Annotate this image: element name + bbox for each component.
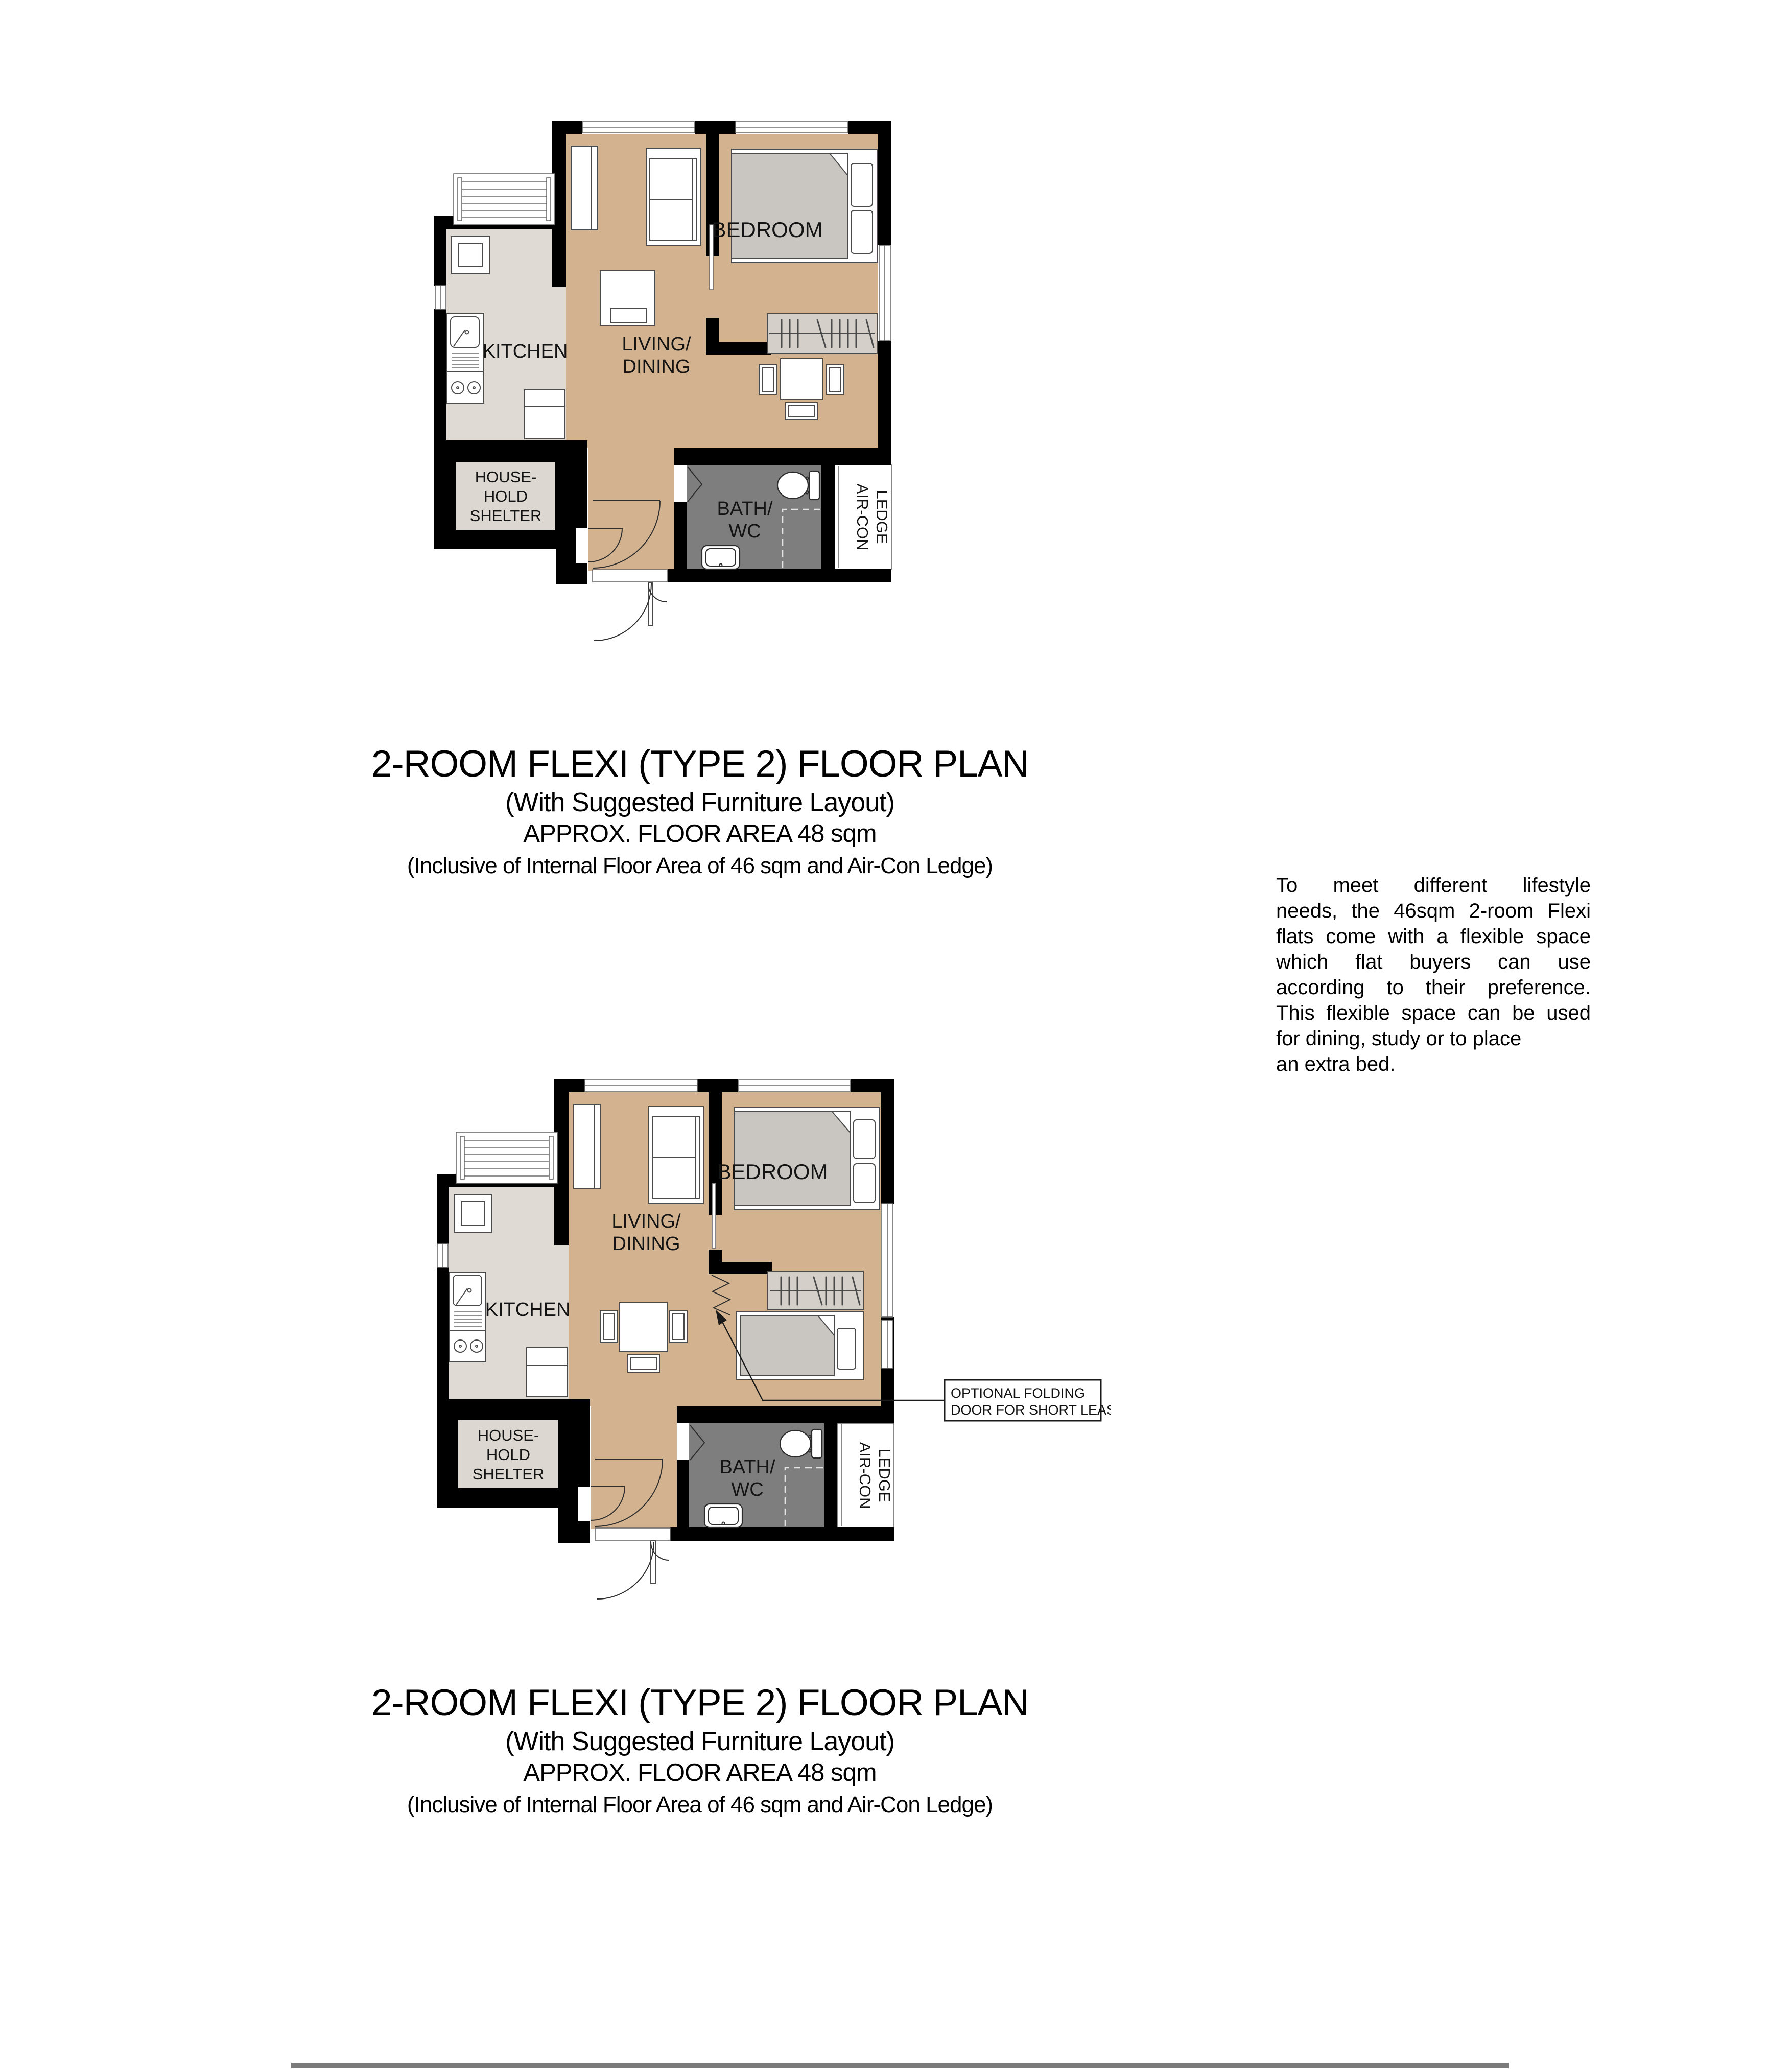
pillow	[851, 210, 873, 253]
bath-label-line2: WC	[731, 1479, 764, 1500]
plan-title: 2-ROOM FLEXI (TYPE 2) FLOOR PLAN	[371, 743, 1029, 785]
note-line: flats come with a flexible space	[1276, 925, 1591, 948]
note-line: To meet different lifestyle	[1276, 874, 1591, 897]
note-line: needs, the 46sqm 2-room Flexi	[1276, 900, 1591, 922]
fridge	[524, 389, 565, 438]
laundry-rack	[456, 1132, 557, 1183]
shelter-label-line3: SHELTER	[472, 1465, 545, 1483]
note-line: an extra bed.	[1276, 1053, 1396, 1075]
fridge	[527, 1348, 568, 1397]
plan-subtitle: (With Suggested Furniture Layout)	[505, 788, 894, 817]
living-label-line1: LIVING/	[622, 334, 691, 355]
bedroom-label: BEDROOM	[712, 218, 823, 242]
floor-plan-bottom	[432, 1072, 1111, 1616]
callout-text-line2: DOOR FOR SHORT LEASE	[951, 1402, 1111, 1418]
plan-area-note: (Inclusive of Internal Floor Area of 46 sqm and Air-Con Ledge)	[407, 853, 993, 878]
kitchen-label: KITCHEN	[482, 341, 568, 362]
main-door-opening	[593, 570, 668, 582]
living-label-line1: LIVING/	[611, 1211, 681, 1232]
plan-area-note: (Inclusive of Internal Floor Area of 46 sqm and Air-Con Ledge)	[407, 1792, 993, 1817]
floor-plan-top	[429, 113, 909, 657]
plan-subtitle: (With Suggested Furniture Layout)	[505, 1727, 894, 1756]
note-line: which flat buyers can use	[1276, 951, 1591, 973]
toilet-bowl	[777, 472, 808, 499]
dining-table	[781, 359, 822, 399]
kitchen-sink-counter	[446, 314, 483, 372]
laundry-rack	[454, 174, 555, 225]
shelter-label-line2: HOLD	[486, 1446, 531, 1464]
bath-label-line1: BATH/	[719, 1456, 775, 1478]
dining-table	[620, 1303, 668, 1352]
plan-title: 2-ROOM FLEXI (TYPE 2) FLOOR PLAN	[371, 1682, 1029, 1724]
aircon-label-line2: LEDGE	[876, 1448, 893, 1502]
plan-1-title-block	[312, 742, 1088, 883]
plan-area: APPROX. FLOOR AREA 48 sqm	[523, 820, 877, 848]
cabinet	[574, 1104, 600, 1188]
aircon-label-line2: LEDGE	[873, 490, 891, 544]
footer-divider-bar	[291, 2063, 1509, 2068]
plan-2-title-block	[312, 1681, 1088, 1822]
pillow	[854, 1120, 875, 1159]
pillow	[851, 163, 873, 206]
washing-machine	[454, 1194, 492, 1232]
pillow	[854, 1164, 875, 1203]
toilet-tank	[812, 1429, 822, 1458]
sliding-door-panel	[712, 1183, 716, 1248]
shelter-label-line1: HOUSE-	[475, 468, 537, 486]
living-label-line2: DINING	[622, 356, 691, 378]
pillow	[837, 1328, 856, 1369]
toilet-tank	[809, 471, 819, 500]
bedroom-label: BEDROOM	[717, 1160, 828, 1184]
plan-area: APPROX. FLOOR AREA 48 sqm	[523, 1759, 877, 1786]
kitchen-sink-counter	[449, 1272, 486, 1330]
note-line: according to their preference.	[1276, 976, 1591, 999]
bath-label-line2: WC	[728, 521, 761, 542]
aircon-label-line1: AIR-CON	[854, 483, 871, 551]
shelter-label-line1: HOUSE-	[477, 1426, 539, 1444]
main-door-arc	[597, 1542, 654, 1599]
main-door-opening	[595, 1528, 670, 1540]
note-line: This flexible space can be used	[1276, 1002, 1591, 1024]
shelter-label-line2: HOLD	[483, 487, 528, 505]
cabinet	[571, 146, 598, 230]
callout-text-line1: OPTIONAL FOLDING	[951, 1385, 1086, 1401]
toilet-bowl	[780, 1430, 811, 1457]
bath-label-line1: BATH/	[717, 498, 773, 520]
washing-machine	[452, 236, 489, 274]
flexi-space-note	[1276, 873, 1591, 1077]
kitchen-label: KITCHEN	[485, 1299, 571, 1321]
shelter-label-line3: SHELTER	[469, 507, 542, 525]
entrance-corridor-floor	[588, 440, 674, 571]
living-label-line2: DINING	[612, 1233, 680, 1255]
main-door-arc	[594, 583, 651, 641]
note-line: for dining, study or to place	[1276, 1027, 1522, 1050]
aircon-label-line1: AIR-CON	[856, 1442, 874, 1509]
entrance-corridor-floor	[591, 1399, 677, 1529]
